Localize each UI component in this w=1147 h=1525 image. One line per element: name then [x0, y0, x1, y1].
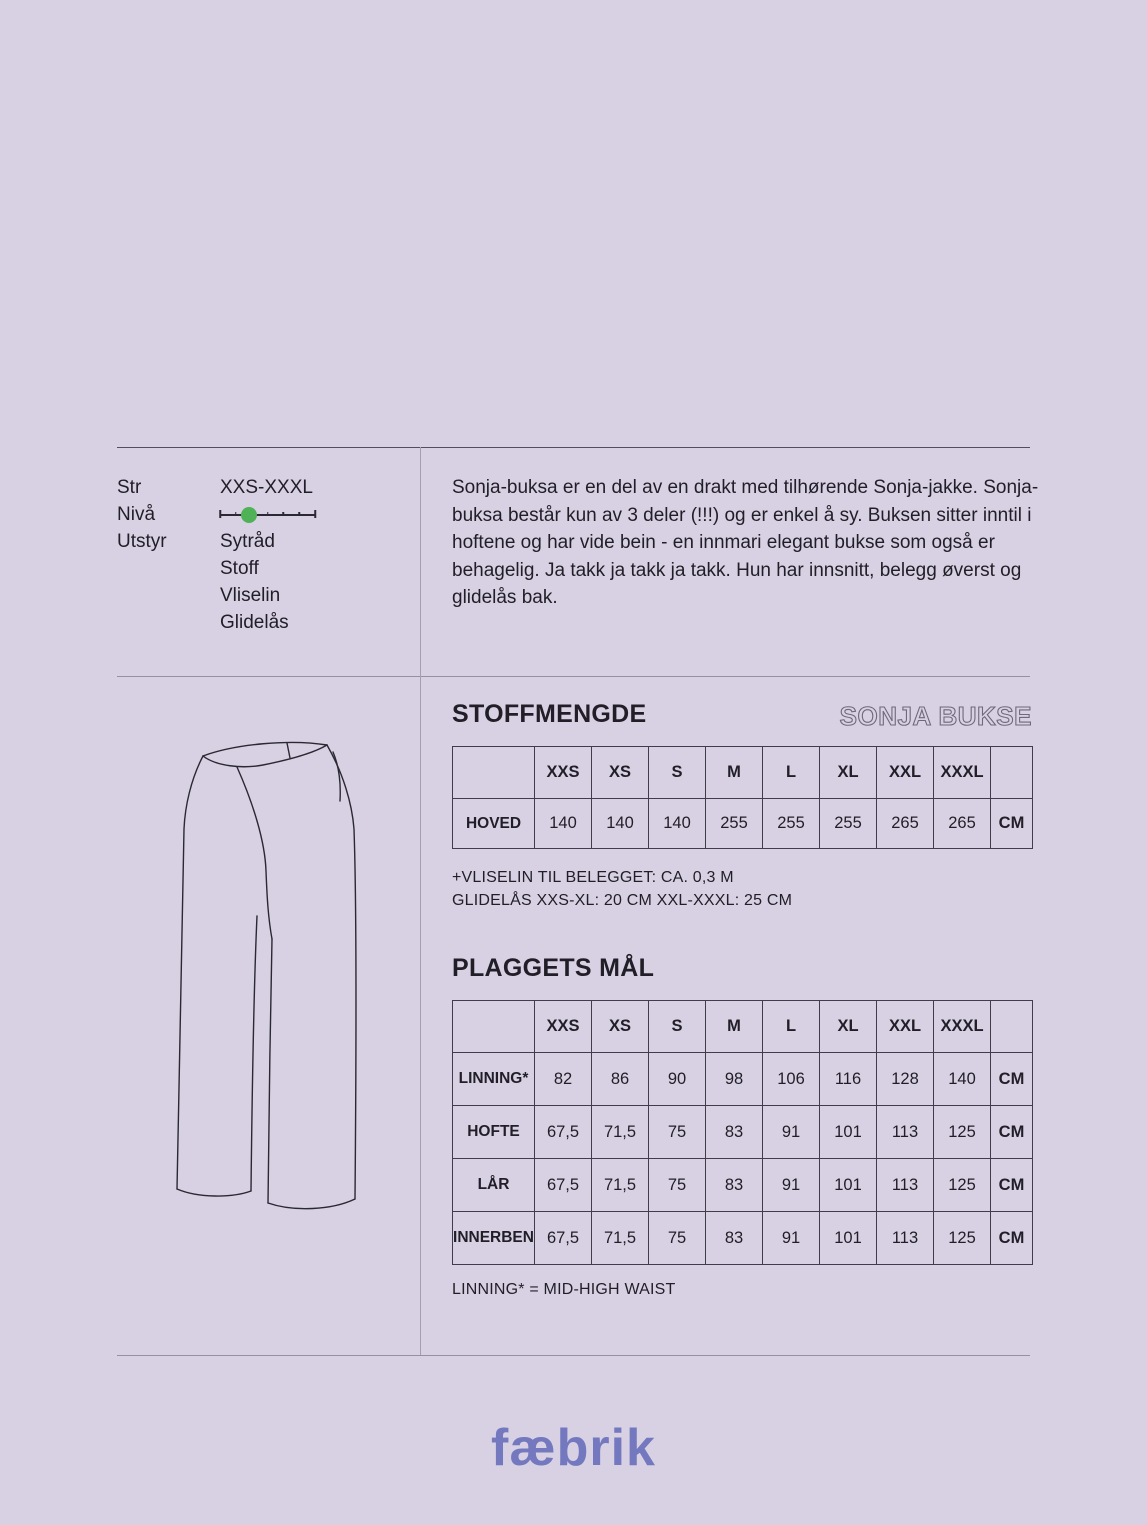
size-header-cell: XXXL: [934, 747, 991, 799]
product-description: Sonja-buksa er en del av en drakt med tilhørende Sonja-jakke. Sonja-buksa består kun av 3 deler (!!!) og er enkel å sy. Buksen sitter inntil i hoftene og har vide bein - en innmari elegant bukse som også er behagelig. Ja takk ja takk ja takk. Hun har innsnitt, belegg øverst og glidelås bak.: [452, 477, 1039, 608]
equipment-item: Glidelås: [220, 612, 289, 633]
value-cell: 125: [934, 1212, 991, 1265]
value-cell: 125: [934, 1159, 991, 1212]
value-cell: 265: [934, 799, 991, 849]
value-cell: 140: [535, 799, 592, 849]
value-cell: 71,5: [592, 1106, 649, 1159]
table-row: [453, 799, 1033, 849]
table-row: [453, 1106, 1033, 1159]
row-label-cell: HOVED: [453, 799, 535, 849]
fabric-section-title: STOFFMENGDE: [452, 700, 647, 728]
size-header-cell: XXS: [535, 1001, 592, 1053]
value-cell: 91: [763, 1106, 820, 1159]
bottom-rule: [117, 1355, 1030, 1356]
value-cell: 255: [763, 799, 820, 849]
measurements-header-row: [453, 1001, 1033, 1053]
unit-cell: CM: [991, 799, 1033, 849]
pants-illustration: [140, 720, 420, 1280]
value-cell: 86: [592, 1053, 649, 1106]
value-cell: 128: [877, 1053, 934, 1106]
level-tick: [219, 510, 221, 518]
size-header-cell: XXL: [877, 747, 934, 799]
size-header-cell: XL: [820, 747, 877, 799]
row-label-cell: INNERBEN: [453, 1212, 535, 1265]
value-cell: 90: [649, 1053, 706, 1106]
value-cell: 255: [706, 799, 763, 849]
size-header-cell: L: [763, 1001, 820, 1053]
size-value: XXS-XXXL: [220, 477, 313, 498]
equipment-item: Sytråd: [220, 531, 275, 552]
size-header-cell: S: [649, 1001, 706, 1053]
size-header-cell: XXL: [877, 1001, 934, 1053]
size-header-cell: S: [649, 747, 706, 799]
level-dot: [241, 507, 257, 523]
value-cell: 140: [592, 799, 649, 849]
value-cell: 83: [706, 1106, 763, 1159]
value-cell: 75: [649, 1212, 706, 1265]
value-cell: 83: [706, 1159, 763, 1212]
value-cell: 83: [706, 1212, 763, 1265]
pattern-name-watermark: SONJA BUKSE: [839, 701, 1032, 731]
value-cell: 75: [649, 1159, 706, 1212]
value-cell: 91: [763, 1159, 820, 1212]
size-label: Str: [117, 477, 142, 498]
value-cell: 67,5: [535, 1212, 592, 1265]
value-cell: 82: [535, 1053, 592, 1106]
fabric-table: [452, 746, 1033, 849]
value-cell: 116: [820, 1053, 877, 1106]
value-cell: 125: [934, 1106, 991, 1159]
unit-header-cell: [991, 747, 1033, 799]
value-cell: 113: [877, 1106, 934, 1159]
value-cell: 71,5: [592, 1212, 649, 1265]
unit-cell: CM: [991, 1106, 1033, 1159]
value-cell: 140: [649, 799, 706, 849]
value-cell: 101: [820, 1212, 877, 1265]
vertical-divider: [420, 447, 421, 1355]
value-cell: 67,5: [535, 1106, 592, 1159]
value-cell: 140: [934, 1053, 991, 1106]
value-cell: 71,5: [592, 1159, 649, 1212]
equipment-item: Stoff: [220, 558, 259, 579]
level-tick: [235, 512, 237, 516]
level-tick: [298, 512, 300, 516]
waist-footnote: LINNING* = MID-HIGH WAIST: [452, 1281, 676, 1298]
size-header-cell: M: [706, 1001, 763, 1053]
size-header-cell: XXXL: [934, 1001, 991, 1053]
corner-cell: [453, 747, 535, 799]
size-header-cell: M: [706, 747, 763, 799]
table-row: [453, 1053, 1033, 1106]
level-indicator: [220, 501, 315, 528]
level-tick: [314, 510, 316, 518]
top-rule: [117, 447, 1030, 448]
value-cell: 113: [877, 1159, 934, 1212]
value-cell: 255: [820, 799, 877, 849]
equipment-item: Vliselin: [220, 585, 281, 606]
note-line: +VLISELIN TIL BELEGGET: CA. 0,3 M: [452, 869, 734, 886]
value-cell: 101: [820, 1159, 877, 1212]
unit-header-cell: [991, 1001, 1033, 1053]
note-line: GLIDELÅS XXS-XL: 20 CM XXL-XXXL: 25 CM: [452, 892, 793, 909]
value-cell: 265: [877, 799, 934, 849]
value-cell: 75: [649, 1106, 706, 1159]
level-tick: [283, 512, 285, 516]
value-cell: 67,5: [535, 1159, 592, 1212]
size-header-cell: XS: [592, 1001, 649, 1053]
measurements-section-title: PLAGGETS MÅL: [452, 954, 655, 982]
size-header-cell: XS: [592, 747, 649, 799]
table-row: [453, 1212, 1033, 1265]
row-label-cell: HOFTE: [453, 1106, 535, 1159]
level-tick: [267, 512, 269, 516]
size-header-cell: XXS: [535, 747, 592, 799]
value-cell: 98: [706, 1053, 763, 1106]
equipment-label: Utstyr: [117, 531, 167, 552]
value-cell: 106: [763, 1053, 820, 1106]
unit-cell: CM: [991, 1212, 1033, 1265]
unit-cell: CM: [991, 1053, 1033, 1106]
fabric-header-row: [453, 747, 1033, 799]
level-label: Nivå: [117, 504, 156, 525]
value-cell: 91: [763, 1212, 820, 1265]
size-header-cell: L: [763, 747, 820, 799]
table-row: [453, 1159, 1033, 1212]
spec-block: [117, 474, 407, 636]
fabric-notes: [452, 866, 792, 912]
measurements-table: [452, 1000, 1033, 1265]
brand-logo: fæbrik: [491, 1419, 656, 1477]
corner-cell: [453, 1001, 535, 1053]
row-label-cell: LINNING*: [453, 1053, 535, 1106]
middle-rule: [117, 676, 1030, 677]
value-cell: 101: [820, 1106, 877, 1159]
value-cell: 113: [877, 1212, 934, 1265]
row-label-cell: LÅR: [453, 1159, 535, 1212]
size-header-cell: XL: [820, 1001, 877, 1053]
unit-cell: CM: [991, 1159, 1033, 1212]
